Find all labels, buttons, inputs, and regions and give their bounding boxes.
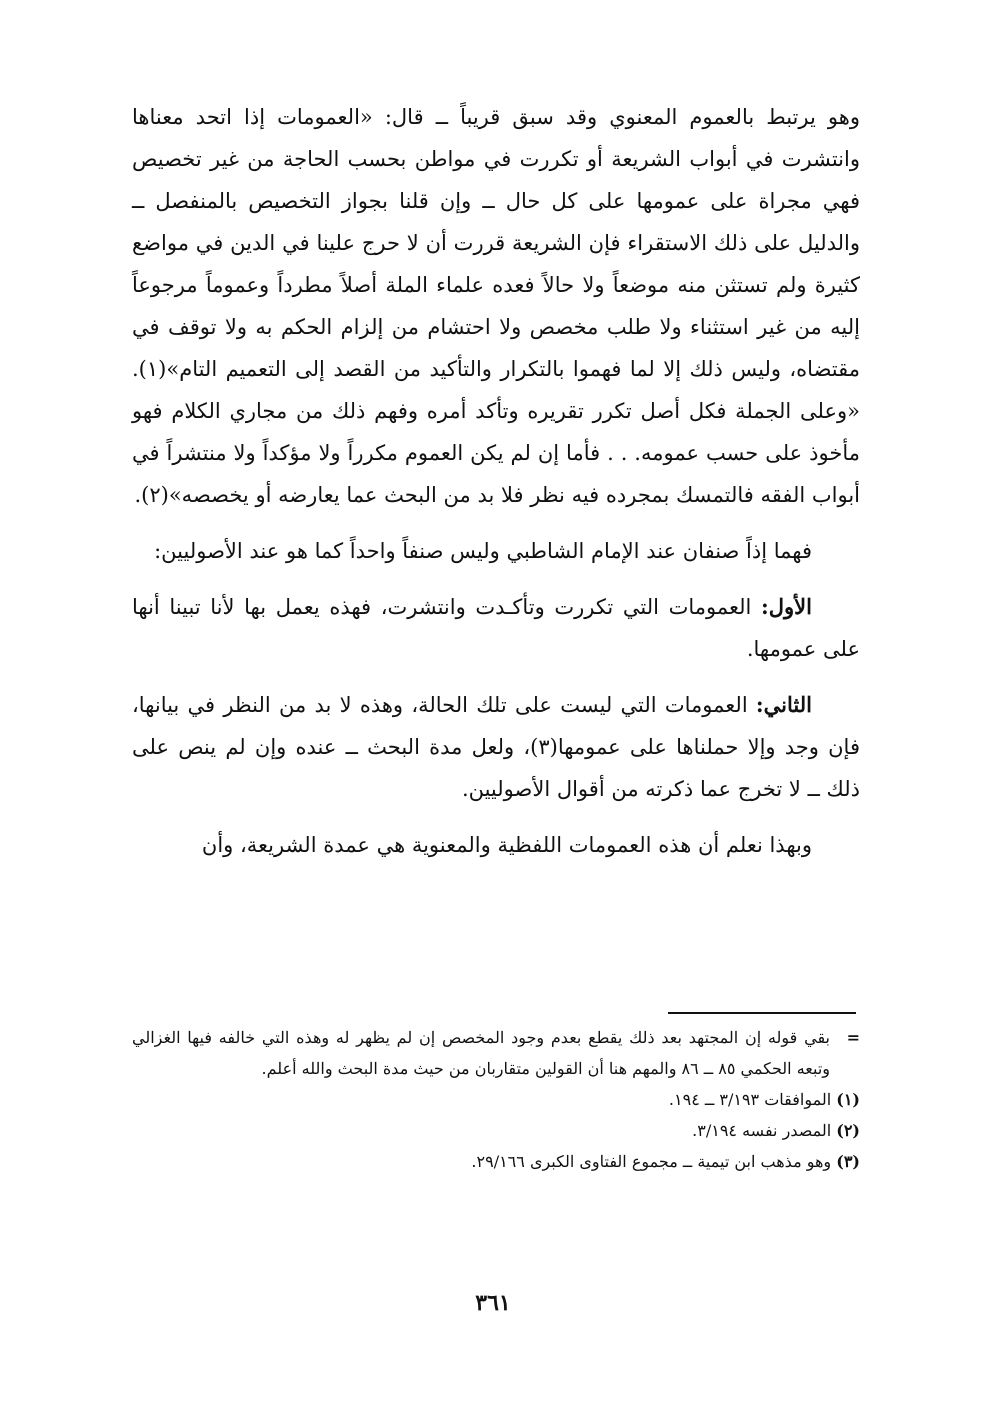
footnote-continuation-text: بقي قوله إن المجتهد بعد ذلك يقطع بعدم وجود المخصص إن لم يظهر له وهذه التي خالفه فيها الغزالي وتبعه الحكمي ٨٥ ــ ٨٦ والمهم هنا أن القولين متقاربان من حيث مدة البحث والله أعلم. [132, 1028, 830, 1078]
paragraph-1 [132, 96, 860, 516]
footnote-3 [132, 1146, 860, 1177]
footnote-2 [132, 1115, 860, 1146]
paragraph-3-label: الأول: [761, 594, 812, 619]
footnote-2-number: (٢) [836, 1121, 860, 1140]
paragraph-5-text: وبهذا نعلم أن هذه العمومات اللفظية والمعنوية هي عمدة الشريعة، وأن [201, 833, 812, 857]
paragraph-4-label: الثاني: [755, 692, 812, 717]
footnote-1-number: (١) [836, 1090, 860, 1109]
paragraph-2-text: فهما إذاً صنفان عند الإمام الشاطبي وليس صنفاً واحداً كما هو عند الأصوليين: [154, 539, 812, 563]
page-number: ٣٦١ [475, 1290, 511, 1316]
footnote-1-text: الموافقات ٣/١٩٣ ــ ١٩٤. [668, 1090, 832, 1109]
footnote-3-text: وهو مذهب ابن تيمية ــ مجموع الفتاوى الكبرى ٢٩/١٦٦. [471, 1152, 832, 1171]
paragraph-3-text: العمومات التي تكررت وتأكـدت وانتشرت، فهذه يعمل بها لأنا تبينا أنها على عمومها. [132, 595, 860, 661]
footnote-continuation [132, 1022, 860, 1084]
paragraph-2 [132, 530, 860, 572]
footnotes [132, 1022, 860, 1177]
footnote-2-text: المصدر نفسه ٣/١٩٤. [692, 1121, 832, 1140]
paragraph-1-text: وهو يرتبط بالعموم المعنوي وقد سبق قريباً ــ قال: «العمومات إذا اتحد معناها وانتشرت في أبواب الشريعة أو تكررت في مواطن بحسب الحاجة من غير تخصيص فهي مجراة على عمومها على كل حال ــ وإن قلنا بجواز التخصيص بالمنفصل ــ والدليل على ذلك الاستقراء فإن الشريعة قررت أن لا حرج علينا في الدين في مواضع كثيرة ولم تستثن منه موضعاً ولا حالاً فعده علماء الملة أصلاً مطرداً وعموماً مرجوعاً إليه من غير استثناء ولا طلب مخصص ولا احتشام من إلزام الحكم به ولا توقف في مقتضاه، وليس ذلك إلا لما فهموا بالتكرار والتأكيد من القصد إلى التعميم التام»(١). «وعلى الجملة فكل أصل تكرر تقريره وتأكد أمره وفهم ذلك من مجاري الكلام فهو مأخوذ على حسب عمومه. . . فأما إن لم يكن العموم مكرراً ولا مؤكداً ولا منتشراً في أبواب الفقه فالتمسك بمجرده فيه نظر فلا بد من البحث عما يعارضه أو يخصصه»(٢). [132, 105, 860, 507]
paragraph-4 [132, 684, 860, 810]
main-text-body [132, 96, 860, 880]
footnote-separator [668, 1012, 856, 1014]
footnote-1 [132, 1084, 860, 1115]
paragraph-4-text: العمومات التي ليست على تلك الحالة، وهذه لا بد من النظر في بيانها، فإن وجد وإلا حملناها على عمومها(٣)، ولعل مدة البحث ــ عنده وإن لم ينص على ذلك ــ لا تخرج عما ذكرته من أقوال الأصوليين. [132, 693, 860, 801]
footnote-3-number: (٣) [836, 1152, 860, 1171]
continuation-marker: = [846, 1028, 860, 1047]
paragraph-3 [132, 586, 860, 670]
paragraph-5 [132, 824, 860, 866]
